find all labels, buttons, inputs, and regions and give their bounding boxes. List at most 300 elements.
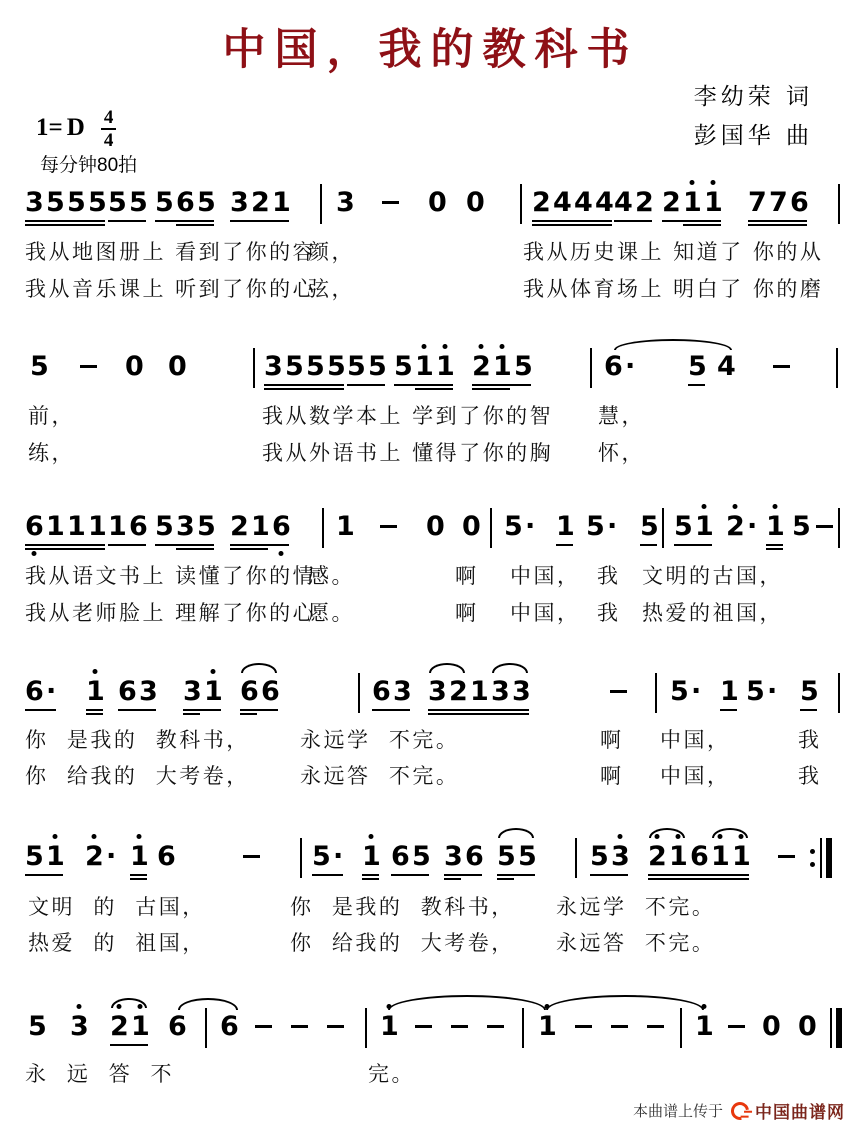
duration-dash bbox=[291, 1025, 308, 1028]
lyric-segment: 练， bbox=[28, 441, 75, 465]
octave-dot-above bbox=[92, 669, 97, 674]
note-digit: 5 bbox=[197, 511, 216, 542]
lyric-segment: 我 bbox=[798, 728, 822, 752]
beam-line bbox=[230, 544, 289, 546]
lyric-segment: 热爱的祖国， bbox=[642, 601, 783, 625]
note-digit: 2 bbox=[449, 676, 468, 707]
barline bbox=[590, 348, 592, 388]
note-digits bbox=[497, 842, 535, 872]
note-digits bbox=[538, 1012, 555, 1042]
note-digit: 5 bbox=[586, 511, 605, 542]
note-group bbox=[30, 352, 47, 382]
note-digits bbox=[428, 677, 529, 707]
lyric-segment: 我 bbox=[597, 564, 621, 588]
beam-line bbox=[86, 713, 103, 715]
note-group bbox=[746, 677, 777, 707]
note-group bbox=[428, 677, 529, 707]
note-digit: 5 bbox=[306, 351, 325, 382]
note-group bbox=[792, 512, 809, 542]
tie-arc bbox=[178, 998, 238, 1010]
lyric-segment: 我从体育场上 明白了 你的磨 bbox=[523, 277, 824, 301]
note-digits bbox=[30, 352, 47, 382]
system-4 bbox=[0, 676, 861, 788]
slur-arc bbox=[712, 828, 748, 838]
note-digits bbox=[70, 1012, 87, 1042]
note-digit: 5 bbox=[25, 841, 44, 872]
note-digits bbox=[717, 352, 734, 382]
note-group bbox=[720, 677, 737, 707]
note-digit: 1 bbox=[204, 677, 221, 707]
note-digit: 1 bbox=[46, 511, 65, 542]
note-digits bbox=[108, 188, 146, 218]
note-digit: 6 bbox=[25, 676, 44, 707]
note-digit: 3 bbox=[176, 511, 195, 542]
lyric-segment: 我从老师脸上 理解了你的心 bbox=[25, 601, 317, 625]
note-digit: 5 bbox=[327, 351, 346, 382]
beam-line bbox=[25, 709, 56, 711]
meter-numerator: 4 bbox=[101, 107, 117, 130]
duration-dash bbox=[575, 1025, 592, 1028]
lyric-segment: 完。 bbox=[368, 1062, 415, 1086]
barline bbox=[300, 838, 302, 878]
note-digits bbox=[762, 1012, 779, 1042]
note-group bbox=[264, 352, 344, 382]
note-group bbox=[380, 1012, 397, 1042]
note-digit: 2 bbox=[726, 512, 743, 542]
note-digits bbox=[614, 188, 652, 218]
beam-line bbox=[748, 220, 807, 222]
note-digit: 6 bbox=[690, 841, 709, 872]
note-digit: 1 bbox=[695, 512, 712, 542]
note-digits bbox=[25, 842, 63, 872]
note-digits bbox=[130, 842, 147, 872]
note-digit: 1 bbox=[362, 842, 379, 872]
note-digit: 6 bbox=[604, 351, 623, 382]
note-digit: 6 bbox=[157, 841, 176, 872]
note-digits bbox=[336, 188, 353, 218]
note-group bbox=[556, 512, 573, 542]
note-digit: 4 bbox=[574, 187, 593, 218]
note-digit: 1 bbox=[336, 511, 355, 542]
note-group bbox=[614, 188, 652, 218]
note-digits bbox=[230, 512, 289, 542]
beam-line bbox=[720, 709, 737, 711]
note-digits bbox=[604, 352, 635, 382]
note-group bbox=[312, 842, 343, 872]
note-digit: 1 bbox=[380, 1012, 397, 1042]
note-digit: 1 bbox=[732, 842, 749, 872]
note-digit: 1 bbox=[493, 352, 510, 382]
note-group bbox=[444, 842, 482, 872]
note-digit: 5 bbox=[30, 351, 49, 382]
note-digit: 2 bbox=[85, 842, 102, 872]
note-digit: 5 bbox=[394, 351, 413, 382]
note-digit: 5 bbox=[792, 511, 811, 542]
beam-line bbox=[532, 224, 612, 226]
octave-dot-above bbox=[136, 834, 141, 839]
augmentation-dot: · bbox=[525, 511, 536, 542]
note-digits bbox=[792, 512, 809, 542]
notes-row bbox=[0, 188, 861, 234]
beam-line bbox=[183, 709, 221, 711]
note-digit: 2 bbox=[230, 511, 249, 542]
note-digits bbox=[118, 677, 156, 707]
lyric-segment: 我从外语书上 懂得了你的胸 bbox=[262, 441, 554, 465]
note-digit: 3 bbox=[393, 676, 412, 707]
note-digit: 1 bbox=[131, 1012, 148, 1042]
duration-dash bbox=[610, 690, 627, 693]
note-digit: 1 bbox=[88, 511, 107, 542]
lyric-segment: 啊 bbox=[455, 601, 479, 625]
note-digit: 1 bbox=[695, 1012, 712, 1042]
slur-arc bbox=[429, 663, 465, 673]
note-digit: 1 bbox=[67, 511, 86, 542]
barline bbox=[320, 184, 322, 224]
note-digit: 3 bbox=[444, 841, 463, 872]
note-group bbox=[640, 512, 657, 542]
beam-line bbox=[230, 220, 289, 222]
beam-line bbox=[176, 224, 214, 226]
lyric-segment: 啊 bbox=[600, 764, 624, 788]
beam-line bbox=[391, 874, 429, 876]
octave-dot-above bbox=[52, 834, 57, 839]
duration-dash bbox=[778, 855, 795, 858]
barline bbox=[358, 673, 360, 713]
note-digit: 5 bbox=[368, 351, 387, 382]
augmentation-dot: · bbox=[106, 841, 117, 872]
lyric-segment: 怀， bbox=[598, 441, 645, 465]
note-digits bbox=[391, 842, 429, 872]
note-group bbox=[688, 352, 705, 382]
note-digit: 5 bbox=[746, 676, 765, 707]
beam-line bbox=[25, 224, 105, 226]
lyric-segment: 你 是我的 教科书， bbox=[290, 895, 515, 919]
note-digits bbox=[428, 188, 445, 218]
beam-line bbox=[648, 874, 749, 876]
lyric-segment: 啊 bbox=[455, 564, 479, 588]
note-digits bbox=[674, 512, 712, 542]
note-digit: 1 bbox=[669, 842, 686, 872]
augmentation-dot: · bbox=[767, 676, 778, 707]
barline bbox=[490, 508, 492, 548]
note-digits bbox=[472, 352, 531, 382]
note-digit: 5 bbox=[518, 841, 537, 872]
thick-barline bbox=[836, 1008, 842, 1048]
octave-dot-above bbox=[689, 180, 694, 185]
octave-dot-above bbox=[442, 344, 447, 349]
note-group bbox=[183, 677, 221, 707]
note-digits bbox=[504, 512, 535, 542]
note-digit: 2 bbox=[532, 187, 551, 218]
note-group bbox=[428, 188, 445, 218]
note-digit: 1 bbox=[46, 842, 63, 872]
note-group bbox=[168, 352, 185, 382]
note-digits bbox=[586, 512, 617, 542]
beam-line bbox=[428, 709, 529, 711]
system-1 bbox=[0, 187, 861, 301]
note-digit: 4 bbox=[595, 187, 614, 218]
watermark-text: 本曲谱上传于 bbox=[632, 1103, 723, 1120]
note-digit: 1 bbox=[130, 842, 147, 872]
duration-dash bbox=[380, 525, 397, 528]
note-digit: 3 bbox=[183, 676, 202, 707]
note-group bbox=[497, 842, 535, 872]
note-digit: 6 bbox=[465, 841, 484, 872]
beam-line bbox=[25, 220, 105, 222]
note-digit: 4 bbox=[614, 187, 633, 218]
beam-line bbox=[240, 709, 278, 711]
note-digits bbox=[532, 188, 612, 218]
note-group bbox=[800, 677, 817, 707]
note-digit: 6 bbox=[176, 187, 195, 218]
octave-dot-above bbox=[732, 504, 737, 509]
note-digits bbox=[720, 677, 737, 707]
note-digits bbox=[362, 842, 379, 872]
note-digit: 2 bbox=[472, 352, 489, 382]
note-digits bbox=[155, 512, 214, 542]
beam-line bbox=[683, 224, 721, 226]
note-digits bbox=[110, 1012, 148, 1042]
lyric-segment: 前， bbox=[28, 404, 75, 428]
barline bbox=[838, 508, 840, 548]
note-digit: 5 bbox=[674, 511, 693, 542]
note-digit: 5 bbox=[155, 187, 174, 218]
note-digits bbox=[240, 677, 278, 707]
note-digit: 7 bbox=[769, 187, 788, 218]
lyric-segment: 永远学 不完。 bbox=[556, 895, 716, 919]
note-digit: 5 bbox=[88, 187, 107, 218]
note-digits bbox=[444, 842, 482, 872]
note-digit: 2 bbox=[635, 187, 654, 218]
octave-dot-above bbox=[76, 1004, 81, 1009]
note-group bbox=[86, 677, 103, 707]
lyric-segment: 我 bbox=[597, 601, 621, 625]
note-digit: 5 bbox=[285, 351, 304, 382]
lyric-segment: 中国， bbox=[660, 728, 731, 752]
note-digits bbox=[648, 842, 749, 872]
beam-line bbox=[497, 878, 514, 880]
note-digits bbox=[25, 512, 105, 542]
duration-dash bbox=[816, 525, 833, 528]
note-group bbox=[155, 512, 214, 542]
system-5 bbox=[0, 841, 861, 955]
lyric-segment: 文明 的 古国， bbox=[28, 895, 206, 919]
beam-line bbox=[444, 874, 482, 876]
note-digit: 0 bbox=[426, 511, 445, 542]
beam-line bbox=[264, 384, 344, 386]
thin-barline bbox=[820, 838, 822, 878]
note-digit: 1 bbox=[711, 842, 728, 872]
note-digits bbox=[168, 352, 185, 382]
beam-line bbox=[362, 878, 379, 880]
slur-arc bbox=[111, 998, 147, 1008]
barline bbox=[836, 348, 838, 388]
note-digit: 5 bbox=[347, 351, 366, 382]
note-group bbox=[674, 512, 712, 542]
note-digit: 6 bbox=[261, 676, 280, 707]
lyric-segment: 弦， bbox=[308, 277, 355, 301]
beam-line bbox=[415, 388, 453, 390]
slur-arc bbox=[649, 828, 685, 838]
final-barline bbox=[830, 1008, 842, 1048]
note-digit: 5 bbox=[670, 676, 689, 707]
note-digits bbox=[347, 352, 385, 382]
note-digit: 3 bbox=[336, 187, 355, 218]
barline bbox=[838, 184, 840, 224]
note-digit: 5 bbox=[46, 187, 65, 218]
note-digit: 6 bbox=[168, 1011, 187, 1042]
lyric-segment: 永 远 答 不 bbox=[25, 1062, 175, 1086]
note-digits bbox=[426, 512, 443, 542]
barline bbox=[522, 1008, 524, 1048]
note-group bbox=[108, 512, 146, 542]
site-name: 中国曲谱网 bbox=[755, 1103, 845, 1123]
lyric-segment: 愿。 bbox=[308, 601, 355, 625]
duration-dash bbox=[647, 1025, 664, 1028]
note-digit: 6 bbox=[129, 511, 148, 542]
beam-line bbox=[472, 388, 510, 390]
note-digits bbox=[726, 512, 757, 542]
beam-line bbox=[614, 220, 652, 222]
octave-dot-above bbox=[421, 344, 426, 349]
lyricist-credit: 李幼荣 词 bbox=[693, 84, 813, 110]
note-digits bbox=[264, 352, 344, 382]
note-digit: 6 bbox=[272, 512, 289, 542]
beam-line bbox=[155, 544, 214, 546]
note-digit: 6 bbox=[25, 512, 42, 542]
octave-dot-above bbox=[701, 1004, 706, 1009]
barline bbox=[655, 673, 657, 713]
beam-line bbox=[25, 874, 63, 876]
beam-line bbox=[688, 384, 705, 386]
note-group bbox=[648, 842, 749, 872]
note-digit: 2 bbox=[648, 842, 665, 872]
note-digits bbox=[748, 188, 807, 218]
note-digits bbox=[220, 1012, 237, 1042]
note-digit: 1 bbox=[470, 676, 489, 707]
note-digit: 0 bbox=[762, 1011, 781, 1042]
lyric-segment: 永远学 不完。 bbox=[300, 728, 460, 752]
beam-line bbox=[240, 713, 257, 715]
note-digits bbox=[466, 188, 483, 218]
note-group bbox=[168, 1012, 185, 1042]
beam-line bbox=[130, 878, 147, 880]
augmentation-dot: · bbox=[747, 511, 758, 542]
octave-dot-above bbox=[210, 669, 215, 674]
note-digits bbox=[800, 677, 817, 707]
beam-line bbox=[590, 874, 628, 876]
lyric-segment: 中国， bbox=[510, 601, 581, 625]
note-digit: 0 bbox=[798, 1011, 817, 1042]
note-digit: 6 bbox=[372, 676, 391, 707]
note-digits bbox=[125, 352, 142, 382]
note-digit: 2 bbox=[251, 187, 270, 218]
note-digit: 3 bbox=[611, 842, 628, 872]
augmentation-dot: · bbox=[333, 841, 344, 872]
note-digits bbox=[380, 1012, 397, 1042]
note-group bbox=[240, 677, 278, 707]
augmentation-dot: · bbox=[625, 351, 636, 382]
lyric-segment: 中国， bbox=[510, 564, 581, 588]
beam-line bbox=[362, 874, 379, 876]
note-group bbox=[726, 512, 757, 542]
note-digit: 5 bbox=[497, 841, 516, 872]
note-digit: 3 bbox=[428, 676, 447, 707]
barline bbox=[205, 1008, 207, 1048]
note-digits bbox=[640, 512, 657, 542]
beam-line bbox=[108, 544, 146, 546]
slur-arc bbox=[492, 663, 528, 673]
notes-row bbox=[0, 842, 861, 888]
note-group bbox=[110, 1012, 148, 1042]
octave-dot-above bbox=[772, 504, 777, 509]
note-digit: 1 bbox=[415, 352, 432, 382]
system-6 bbox=[0, 1011, 861, 1086]
note-digits bbox=[670, 677, 701, 707]
meter-denominator: 4 bbox=[103, 130, 114, 151]
note-digits bbox=[766, 512, 783, 542]
barline bbox=[662, 508, 664, 548]
key-signature bbox=[36, 106, 116, 150]
repeat-dot bbox=[810, 862, 815, 867]
note-digit: 3 bbox=[491, 676, 510, 707]
beam-line bbox=[674, 544, 712, 546]
note-digit: 6 bbox=[790, 187, 809, 218]
note-digits bbox=[168, 1012, 185, 1042]
key-letter: D bbox=[66, 114, 85, 141]
beam-line bbox=[183, 713, 200, 715]
note-digit: 0 bbox=[125, 351, 144, 382]
note-digit: 5 bbox=[28, 1011, 47, 1042]
note-digits bbox=[86, 677, 103, 707]
beam-line bbox=[25, 548, 105, 550]
note-digit: 5 bbox=[108, 187, 127, 218]
note-group bbox=[230, 512, 289, 542]
time-signature bbox=[101, 107, 117, 151]
duration-dash bbox=[382, 201, 399, 204]
beam-line bbox=[372, 709, 410, 711]
duration-dash bbox=[611, 1025, 628, 1028]
beam-line bbox=[662, 220, 721, 222]
site-logo-icon bbox=[727, 1098, 752, 1123]
note-group bbox=[108, 188, 146, 218]
note-digits bbox=[230, 188, 289, 218]
repeat-end-barline bbox=[810, 838, 832, 878]
thin-barline bbox=[830, 1008, 832, 1048]
note-digit: 1 bbox=[683, 188, 700, 218]
note-digit: 1 bbox=[720, 676, 739, 707]
beam-line bbox=[640, 544, 657, 546]
note-digit: 0 bbox=[466, 187, 485, 218]
octave-dot-below bbox=[278, 551, 283, 556]
lyric-segment: 文明的古国， bbox=[642, 564, 783, 588]
note-digits bbox=[590, 842, 628, 872]
lyric-segment: 你 是我的 教科书， bbox=[25, 728, 250, 752]
duration-dash bbox=[487, 1025, 504, 1028]
augmentation-dot: · bbox=[46, 676, 57, 707]
note-group bbox=[586, 512, 617, 542]
note-digits bbox=[695, 1012, 712, 1042]
beam-line bbox=[110, 1044, 148, 1046]
note-digit: 0 bbox=[428, 187, 447, 218]
note-group bbox=[70, 1012, 87, 1042]
beam-line bbox=[25, 544, 105, 546]
note-digit: 1 bbox=[108, 511, 127, 542]
beam-line bbox=[155, 220, 214, 222]
note-digit: 5 bbox=[640, 511, 659, 542]
note-digit: 6 bbox=[391, 841, 410, 872]
notes-row bbox=[0, 352, 861, 398]
